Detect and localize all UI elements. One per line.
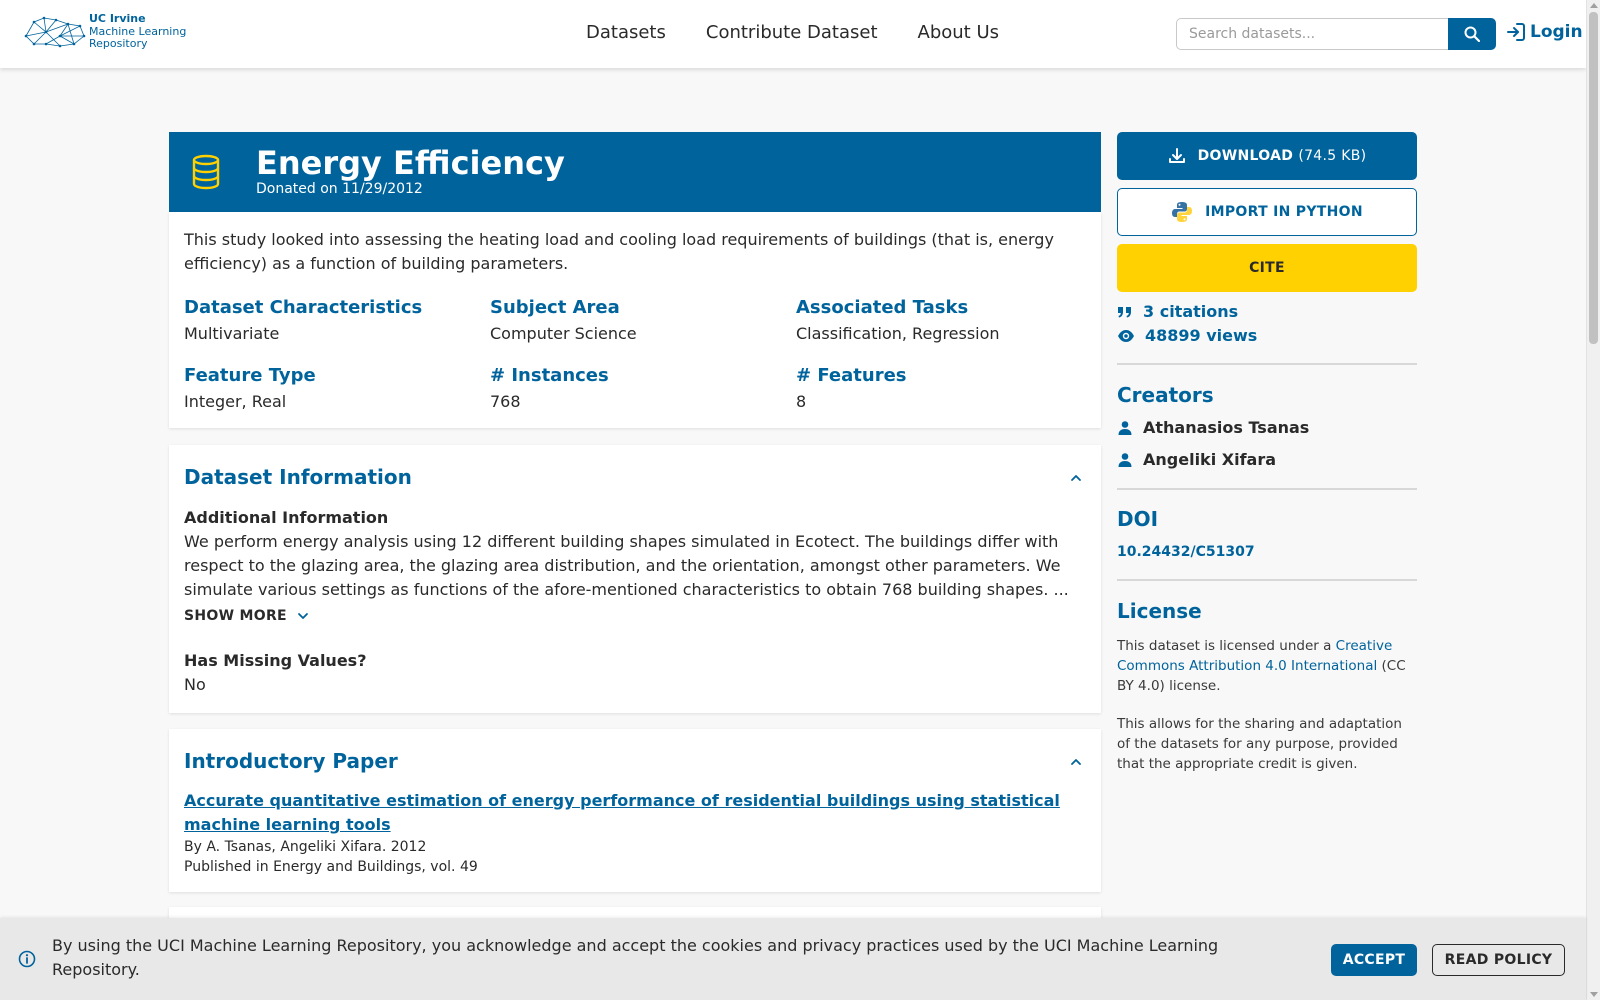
views-label: 48899 views xyxy=(1145,326,1258,345)
chevron-down-icon xyxy=(297,610,309,622)
login-label: Login xyxy=(1530,22,1583,42)
network-logo-icon xyxy=(24,14,86,48)
search-input[interactable] xyxy=(1176,18,1448,50)
additional-information-text: We perform energy analysis using 12 different building shapes simulated in Ecotect. The buildings differ with respect to the glazing area, the glazing area distribution, and the orientation, amongst other parameters. We simulate various settings as functions of the afore-mentioned characteristics to obtain 768 building shapes. ... xyxy=(184,532,1069,599)
search-bar xyxy=(1176,18,1496,50)
paper-published: Published in Energy and Buildings, vol. 49 xyxy=(184,859,478,875)
creator-name: Athanasios Tsanas xyxy=(1143,418,1310,437)
eye-icon xyxy=(1117,329,1135,343)
donated-date: Donated on 11/29/2012 xyxy=(256,181,423,197)
dataset-summary-card xyxy=(169,212,1101,428)
characteristic-dataset-characteristics xyxy=(184,296,490,346)
characteristic-value: Computer Science xyxy=(490,324,637,343)
dataset-information-heading[interactable]: Dataset Information xyxy=(184,465,412,489)
search-icon xyxy=(1464,26,1480,42)
main-nav xyxy=(586,22,999,43)
introductory-paper-heading[interactable]: Introductory Paper xyxy=(184,749,398,773)
citations-count[interactable] xyxy=(1117,302,1238,321)
characteristic-label: # Instances xyxy=(490,365,609,386)
download-label-text: DOWNLOAD xyxy=(1197,148,1294,164)
database-icon xyxy=(191,154,221,190)
nav-datasets[interactable]: Datasets xyxy=(586,22,666,43)
page-scrollbar[interactable] xyxy=(1586,0,1600,1000)
accept-button[interactable]: ACCEPT xyxy=(1331,944,1417,976)
uci-logo[interactable] xyxy=(24,12,186,51)
doi-heading: DOI xyxy=(1117,507,1159,531)
dataset-information-card xyxy=(169,445,1101,713)
cite-label: CITE xyxy=(1249,260,1285,276)
logo-line-3: Repository xyxy=(89,37,148,50)
sidebar-divider xyxy=(1117,488,1417,490)
additional-information-heading: Additional Information xyxy=(184,508,389,527)
characteristic-label: Subject Area xyxy=(490,297,620,318)
quote-icon xyxy=(1117,305,1133,319)
dataset-title: Energy Efficiency xyxy=(256,144,565,182)
characteristic-value: 768 xyxy=(490,392,521,411)
download-size: (74.5 KB) xyxy=(1298,148,1367,164)
chevron-up-icon[interactable] xyxy=(1069,471,1083,485)
download-button[interactable] xyxy=(1117,132,1417,180)
import-in-python-button[interactable] xyxy=(1117,188,1417,236)
characteristic-label: # Features xyxy=(796,365,907,386)
nav-about-us[interactable]: About Us xyxy=(917,22,999,43)
login-icon xyxy=(1506,22,1526,42)
cite-button[interactable] xyxy=(1117,244,1417,292)
download-icon xyxy=(1168,147,1186,165)
scroll-up-icon[interactable] xyxy=(1590,3,1598,8)
characteristics-grid xyxy=(184,296,1099,414)
characteristic-label: Dataset Characteristics xyxy=(184,297,423,318)
creator-item xyxy=(1117,418,1309,437)
license-text-pre: This dataset is licensed under a xyxy=(1117,638,1336,654)
creator-item xyxy=(1117,450,1276,469)
import-in-python-label: IMPORT IN PYTHON xyxy=(1205,204,1363,220)
characteristic-instances xyxy=(490,364,796,414)
logo-line-1: UC Irvine xyxy=(89,12,146,25)
characteristic-value: Classification, Regression xyxy=(796,324,1000,343)
license-note: This allows for the sharing and adaptation of the datasets for any purpose, provided that the appropriate credit is given. xyxy=(1117,716,1402,772)
logo-line-2: Machine Learning xyxy=(89,24,187,38)
license-text-post: (CC BY 4.0) license. xyxy=(1117,658,1406,694)
paper-title-link[interactable]: Accurate quantitative estimation of energy performance of residential buildings using statistical machine learning tools xyxy=(184,791,1060,834)
license-text xyxy=(1117,636,1417,696)
nav-contribute-dataset[interactable]: Contribute Dataset xyxy=(705,22,878,43)
info-icon xyxy=(18,950,36,968)
characteristic-label: Associated Tasks xyxy=(796,297,969,318)
characteristic-label: Feature Type xyxy=(184,365,316,386)
scroll-down-icon[interactable] xyxy=(1590,992,1598,997)
sidebar-divider xyxy=(1117,363,1417,365)
cookie-banner xyxy=(0,918,1586,1000)
paper-authors: By A. Tsanas, Angeliki Xifara. 2012 xyxy=(184,839,427,855)
download-label xyxy=(1198,148,1367,164)
creators-heading: Creators xyxy=(1117,383,1214,407)
missing-values-heading: Has Missing Values? xyxy=(184,651,367,670)
creator-name: Angeliki Xifara xyxy=(1143,450,1277,469)
dataset-header xyxy=(169,132,1101,212)
sidebar-divider xyxy=(1117,579,1417,581)
person-icon xyxy=(1117,452,1133,468)
read-policy-button[interactable]: READ POLICY xyxy=(1432,944,1565,976)
python-icon xyxy=(1171,201,1193,223)
characteristic-features xyxy=(796,364,1096,414)
characteristic-subject-area xyxy=(490,296,796,346)
characteristic-value: Integer, Real xyxy=(184,392,287,411)
scrollbar-thumb[interactable] xyxy=(1589,12,1598,344)
top-navbar xyxy=(0,0,1586,68)
login-link[interactable] xyxy=(1506,22,1583,42)
cookie-text: By using the UCI Machine Learning Repository, you acknowledge and accept the cookies and privacy practices used by the UCI Machine Learning Repository. xyxy=(52,936,1219,979)
license-link[interactable]: Creative Commons Attribution 4.0 International xyxy=(1117,638,1393,674)
characteristic-value: Multivariate xyxy=(184,324,280,343)
characteristic-value: 8 xyxy=(796,392,807,411)
characteristic-feature-type xyxy=(184,364,490,414)
show-more-button[interactable] xyxy=(184,608,309,624)
views-count xyxy=(1117,326,1257,345)
missing-values-value: No xyxy=(184,675,206,694)
chevron-up-icon[interactable] xyxy=(1069,755,1083,769)
show-more-label: SHOW MORE xyxy=(184,608,287,624)
logo-text xyxy=(89,13,186,51)
citations-label: 3 citations xyxy=(1143,302,1239,321)
license-heading: License xyxy=(1117,599,1202,623)
characteristic-associated-tasks xyxy=(796,296,1096,346)
doi-link[interactable]: 10.24432/C51307 xyxy=(1117,544,1255,560)
introductory-paper-card xyxy=(169,729,1101,892)
person-icon xyxy=(1117,420,1133,436)
search-button[interactable] xyxy=(1448,18,1496,50)
dataset-description: This study looked into assessing the heating load and cooling load requirements of buildings (that is, energy efficiency) as a function of building parameters. xyxy=(184,230,1054,273)
